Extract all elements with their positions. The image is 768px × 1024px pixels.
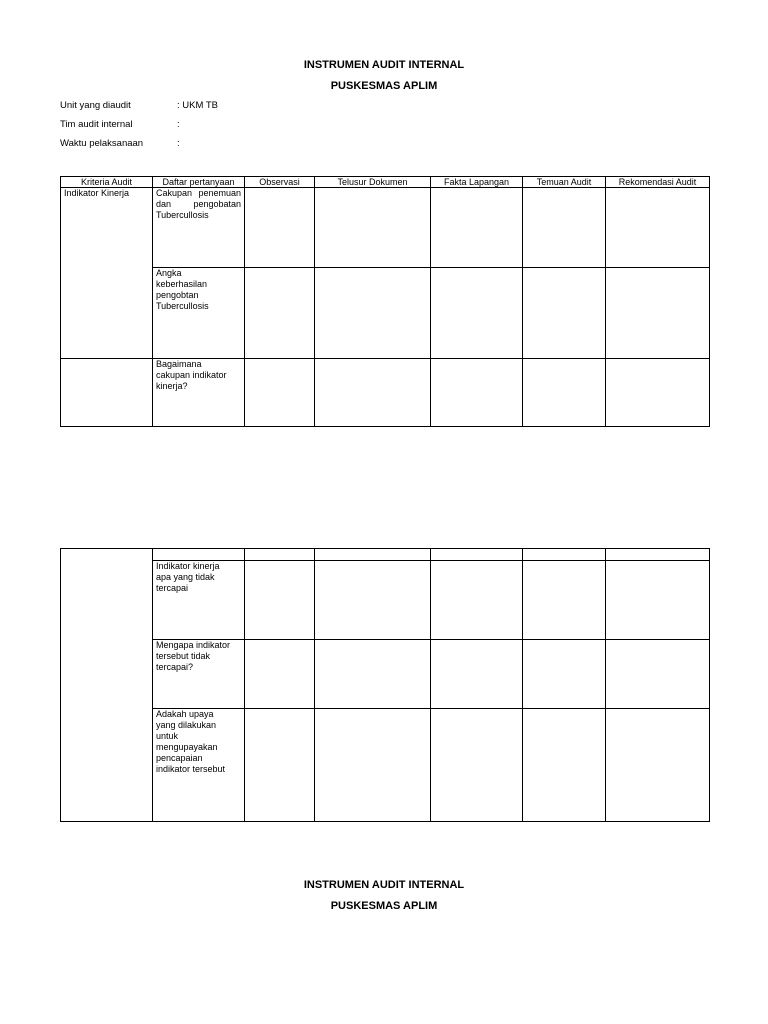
question-cell: Bagaimana cakupan indikator kinerja? — [153, 359, 245, 427]
observasi-cell[interactable] — [245, 561, 315, 640]
table-row — [61, 561, 710, 640]
document-subtitle: PUSKESMAS APLIM — [330, 80, 438, 92]
rekomendasi-audit-cell[interactable] — [606, 561, 710, 640]
table-header-row — [61, 549, 710, 561]
table-row — [61, 709, 710, 822]
rekomendasi-audit-cell[interactable] — [606, 709, 710, 822]
header-cell[interactable] — [431, 549, 523, 561]
telusur-dokumen-cell[interactable] — [315, 268, 431, 359]
fakta-lapangan-cell[interactable] — [431, 268, 523, 359]
table-row — [61, 359, 710, 427]
telusur-dokumen-cell[interactable] — [315, 188, 431, 268]
meta-label-waktu: Waktu pelaksanaan — [60, 138, 144, 149]
header-observasi: Observasi — [245, 177, 315, 188]
criteria-cell[interactable] — [61, 549, 153, 822]
criteria-cell: Indikator Kinerja — [61, 188, 153, 359]
observasi-cell[interactable] — [245, 709, 315, 822]
observasi-cell[interactable] — [245, 359, 315, 427]
table-row — [61, 188, 710, 268]
rekomendasi-audit-cell[interactable] — [606, 268, 710, 359]
fakta-lapangan-cell[interactable] — [431, 640, 523, 709]
meta-value-waktu: : — [177, 138, 180, 149]
question-cell: Angka keberhasilan pengobtan Tubercullosis — [153, 268, 245, 359]
temuan-audit-cell[interactable] — [523, 268, 606, 359]
fakta-lapangan-cell[interactable] — [431, 359, 523, 427]
header-cell[interactable] — [245, 549, 315, 561]
table-row — [61, 268, 710, 359]
header-cell[interactable] — [606, 549, 710, 561]
question-cell: Indikator kinerja apa yang tidak tercapai — [153, 561, 245, 640]
question-cell: Cakupan penemuan dan pengobatan Tubercullosis — [153, 188, 245, 268]
meta-label-unit: Unit yang diaudit — [60, 100, 131, 111]
fakta-lapangan-cell[interactable] — [431, 709, 523, 822]
header-cell[interactable] — [523, 549, 606, 561]
temuan-audit-cell[interactable] — [523, 188, 606, 268]
telusur-dokumen-cell[interactable] — [315, 359, 431, 427]
header-cell[interactable] — [153, 549, 245, 561]
table-row — [61, 640, 710, 709]
temuan-audit-cell[interactable] — [523, 709, 606, 822]
observasi-cell[interactable] — [245, 188, 315, 268]
header-kriteria: Kriteria Audit — [61, 177, 153, 188]
temuan-audit-cell[interactable] — [523, 561, 606, 640]
meta-value-unit: : UKM TB — [177, 100, 218, 111]
rekomendasi-audit-cell[interactable] — [606, 188, 710, 268]
meta-label-tim: Tim audit internal — [60, 119, 133, 130]
observasi-cell[interactable] — [245, 640, 315, 709]
header-rekomendasi-audit: Rekomendasi Audit — [606, 177, 710, 188]
table-header-row — [61, 177, 710, 188]
header-telusur-dokumen: Telusur Dokumen — [315, 177, 431, 188]
header-temuan-audit: Temuan Audit — [523, 177, 606, 188]
document-title: INSTRUMEN AUDIT INTERNAL — [303, 59, 465, 71]
telusur-dokumen-cell[interactable] — [315, 709, 431, 822]
telusur-dokumen-cell[interactable] — [315, 561, 431, 640]
temuan-audit-cell[interactable] — [523, 640, 606, 709]
rekomendasi-audit-cell[interactable] — [606, 359, 710, 427]
document-subtitle-repeat: PUSKESMAS APLIM — [330, 900, 438, 912]
telusur-dokumen-cell[interactable] — [315, 640, 431, 709]
header-fakta-lapangan: Fakta Lapangan — [431, 177, 523, 188]
fakta-lapangan-cell[interactable] — [431, 188, 523, 268]
header-cell[interactable] — [315, 549, 431, 561]
temuan-audit-cell[interactable] — [523, 359, 606, 427]
document-title-repeat: INSTRUMEN AUDIT INTERNAL — [303, 879, 465, 891]
audit-table — [60, 176, 710, 427]
question-cell: Mengapa indikator tersebut tidak tercapai? — [153, 640, 245, 709]
fakta-lapangan-cell[interactable] — [431, 561, 523, 640]
rekomendasi-audit-cell[interactable] — [606, 640, 710, 709]
question-cell: Adakah upaya yang dilakukan untuk mengupayakan pencapaian indikator tersebut — [153, 709, 245, 822]
header-daftar-pertanyaan: Daftar pertanyaan — [153, 177, 245, 188]
observasi-cell[interactable] — [245, 268, 315, 359]
meta-value-tim: : — [177, 119, 180, 130]
criteria-cell[interactable] — [61, 359, 153, 427]
audit-table-continued — [60, 548, 710, 822]
